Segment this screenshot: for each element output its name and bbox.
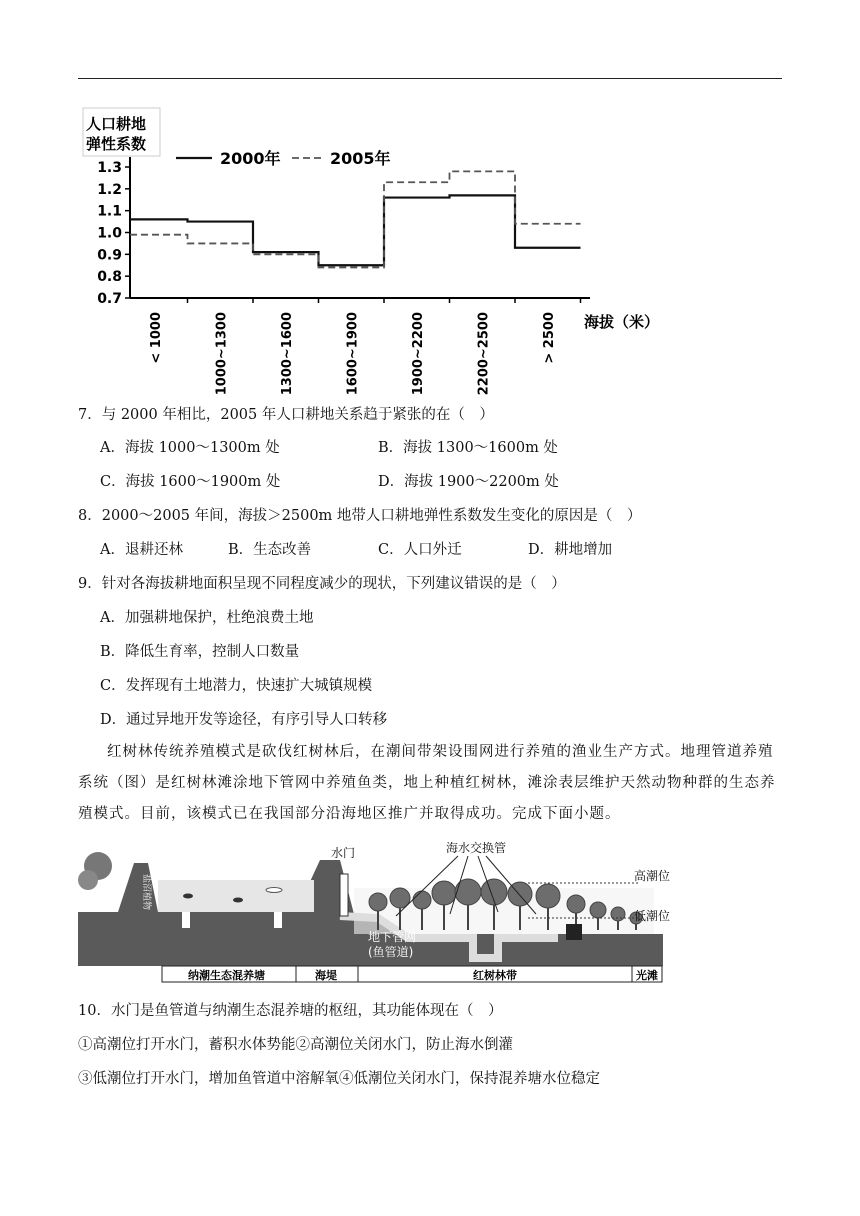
q9-stem: 9．针对各海拔耕地面积呈现不同程度减少的现状，下列建议错误的是（ ） xyxy=(78,576,566,592)
y-tick-label: 0.7 xyxy=(97,291,122,307)
mangrove-pipe-diagram xyxy=(78,838,671,983)
q9-option-b[interactable]: B．降低生育率，控制人口数量 xyxy=(100,644,300,660)
x-tick-label: 1600~1900 xyxy=(345,312,361,396)
q7-option-a[interactable]: A．海拔 1000～1300m 处 xyxy=(100,440,280,456)
pipe-outlet xyxy=(566,924,582,940)
pond-water xyxy=(158,880,314,912)
zone-label-flat: 光滩 xyxy=(636,969,658,982)
tree-icon xyxy=(369,893,387,911)
x-tick-label: < 1000 xyxy=(148,312,164,364)
q10-stem: 10．水门是鱼管道与纳潮生态混养塘的枢纽，其功能体现在（ ） xyxy=(78,1003,503,1019)
x-tick-labels xyxy=(149,312,557,395)
x-tick-label: > 2500 xyxy=(541,312,557,364)
fish-icon xyxy=(233,898,243,903)
q8-option-b[interactable]: B．生态改善 xyxy=(228,542,312,558)
y-tick-label: 0.8 xyxy=(97,269,122,286)
q8-option-d[interactable]: D．耕地增加 xyxy=(528,542,613,558)
chart-ylabel-line1: 人口耕地 xyxy=(86,115,147,133)
q10-line1: ①高潮位打开水门，蓄积水体势能②高潮位关闭水门，防止海水倒灌 xyxy=(78,1037,513,1053)
water-gate-icon xyxy=(340,874,348,916)
legend-2005-label: 2005年 xyxy=(330,149,391,168)
high-tide-label: 高潮位 xyxy=(634,869,671,883)
y-ticks xyxy=(97,160,130,307)
tree-icon xyxy=(611,907,625,921)
plot-area xyxy=(130,144,608,303)
legend-2000-label: 2000年 xyxy=(220,149,281,168)
tree-icon xyxy=(455,879,481,905)
tree-icon xyxy=(78,870,98,890)
q9-option-a[interactable]: A．加强耕地保护，杜绝浪费土地 xyxy=(100,610,314,626)
water-gate-label: 水门 xyxy=(331,846,356,860)
low-tide-label: 低潮位 xyxy=(634,909,671,923)
q7-option-d[interactable]: D．海拔 1900～2200m 处 xyxy=(378,474,559,490)
chart-ylabel-line2: 弹性系数 xyxy=(86,135,147,153)
legend-box xyxy=(168,144,468,170)
fish-icon xyxy=(266,888,282,893)
y-tick-label: 1.2 xyxy=(97,181,122,198)
y-tick-label: 0.9 xyxy=(97,247,122,264)
y-tick-label: 1.3 xyxy=(97,160,122,176)
q8-stem: 8．2000～2005 年间，海拔＞2500m 地带人口耕地弹性系数发生变化的原因是（ ） xyxy=(78,508,642,524)
legend xyxy=(168,144,468,170)
x-tick-label: 2200~2500 xyxy=(476,312,492,396)
tree-icon xyxy=(590,902,606,918)
q8-option-a[interactable]: A．退耕还林 xyxy=(100,542,183,558)
zone-label-pond: 纳潮生态混养塘 xyxy=(188,969,265,982)
q7-option-b[interactable]: B．海拔 1300～1600m 处 xyxy=(378,440,558,456)
q9-option-d[interactable]: D．通过异地开发等途径，有序引导人口转移 xyxy=(100,712,388,728)
salt-plant-label: 盐沼植物 xyxy=(141,874,151,911)
tree-icon xyxy=(567,895,585,913)
q8-option-c[interactable]: C．人口外迁 xyxy=(378,542,462,558)
tree-icon xyxy=(413,891,431,909)
elasticity-chart xyxy=(78,100,698,396)
underground-label: 地下管网 xyxy=(368,930,417,944)
x-tick-label: 1000~1300 xyxy=(214,312,230,396)
zone-label-seawall: 海堤 xyxy=(315,969,337,982)
chart-xlabel: 海拔（米） xyxy=(584,313,660,331)
q9-option-c[interactable]: C．发挥现有土地潜力，快速扩大城镇规模 xyxy=(100,678,373,694)
plot-background xyxy=(130,157,608,298)
q10-line2: ③低潮位打开水门，增加鱼管道中溶解氧④低潮位关闭水门，保持混养塘水位稳定 xyxy=(78,1071,600,1087)
q7-stem: 7．与 2000 年相比，2005 年人口耕地关系趋于紧张的在（ ） xyxy=(78,407,494,423)
passage-text: 红树林传统养殖模式是砍伐红树林后，在潮间带架设围网进行养殖的渔业生产方式。地理管道养殖系统（图）是红树林滩涂地下管网中养殖鱼类，地上种植红树林，滩涂表层维护天然动物种群的生态养殖模式。目前，该模式已在我国部分沿海地区推广并取得成功。完成下面小题。 xyxy=(78,744,776,822)
q7-option-c[interactable]: C．海拔 1600～1900m 处 xyxy=(100,474,281,490)
fish-icon xyxy=(183,894,193,899)
x-tick-label: 1900~2200 xyxy=(410,312,426,396)
fish-pipe-label: (鱼管道) xyxy=(368,945,414,959)
y-tick-label: 1.1 xyxy=(97,203,122,220)
pipe-label: 海水交换管 xyxy=(446,841,507,855)
x-tick-label: 1300~1600 xyxy=(279,312,295,396)
tree-icon xyxy=(536,884,560,908)
tree-icon xyxy=(432,881,456,905)
header-rule xyxy=(78,78,782,79)
y-tick-label: 1.0 xyxy=(97,225,122,242)
zone-label-mangrove: 红树林带 xyxy=(473,969,517,982)
